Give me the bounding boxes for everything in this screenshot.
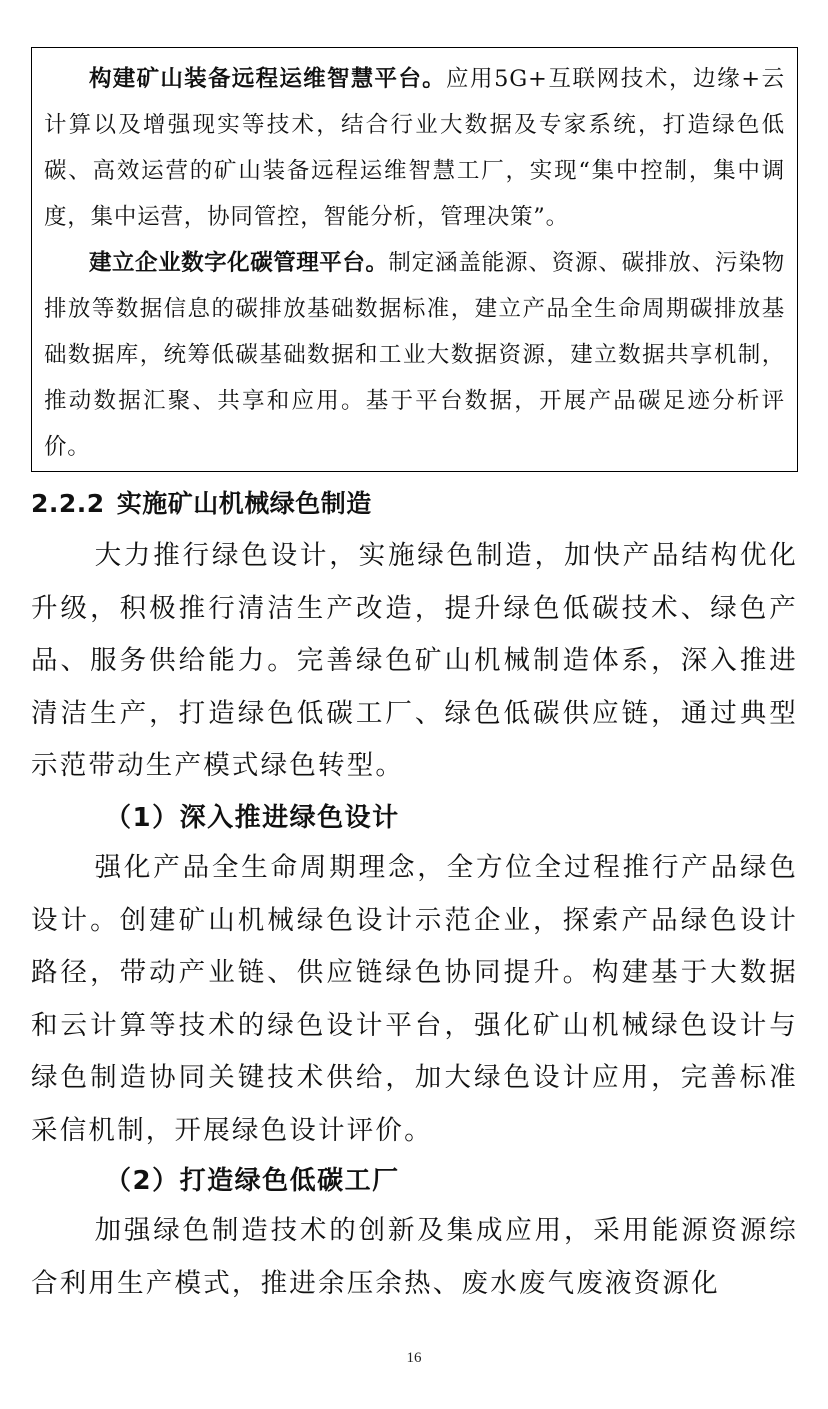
box-paragraph-2-text: 制定涵盖能源、资源、碳排放、污染物排放等数据信息的碳排放基础数据标准，建立产品全生命周期碳排放基础数据库，统筹低碳基础数据和工业大数据资源，建立数据共享机制，推动数据汇聚、共享和应用。基于平台数据，开展产品碳足迹分析评价。	[44, 250, 785, 460]
highlight-box	[31, 47, 798, 472]
subsection-2-body	[31, 1205, 798, 1310]
box-paragraph-2-lead: 建立企业数字化碳管理平台。	[89, 250, 389, 276]
page-number: 16	[406, 1350, 422, 1366]
subsection-1-heading: （1）深入推进绿色设计	[105, 803, 400, 833]
section-intro-paragraph: 大力推行绿色设计，实施绿色制造，加快产品结构优化升级，积极推行清洁生产改造，提升绿色低碳技术、绿色产品、服务供给能力。完善绿色矿山机械制造体系，深入推进清洁生产，打造绿色低碳工厂、绿色低碳供应链，通过典型示范带动生产模式绿色转型。	[31, 540, 798, 781]
section-number: 2.2.2	[31, 489, 105, 518]
section-title: 实施矿山机械绿色制造	[116, 489, 372, 518]
box-paragraph-1-text: 应用5G+互联网技术，边缘+云计算以及增强现实等技术，结合行业大数据及专家系统，打造绿色低碳、高效运营的矿山装备远程运维智慧工厂，实现“集中控制，集中调度，集中运营，协同管控，智能分析，管理决策”。	[44, 66, 785, 230]
subsection-1-body	[31, 842, 798, 1157]
subsection-1-paragraph: 强化产品全生命周期理念，全方位全过程推行产品绿色设计。创建矿山机械绿色设计示范企业，探索产品绿色设计路径，带动产业链、供应链绿色协同提升。构建基于大数据和云计算等技术的绿色设计平台，强化矿山机械绿色设计与绿色制造协同关键技术供给，加大绿色设计应用，完善标准采信机制，开展绿色设计评价。	[31, 852, 798, 1146]
section-intro	[31, 530, 798, 793]
subsection-2-heading: （2）打造绿色低碳工厂	[105, 1166, 400, 1196]
box-paragraph-1	[44, 56, 785, 240]
box-paragraph-2	[44, 240, 785, 470]
subsection-2-paragraph: 加强绿色制造技术的创新及集成应用，采用能源资源综合利用生产模式，推进余压余热、废水废气废液资源化	[31, 1215, 798, 1299]
section-heading	[31, 484, 372, 520]
box-paragraph-1-lead: 构建矿山装备远程运维智慧平台。	[89, 66, 446, 92]
